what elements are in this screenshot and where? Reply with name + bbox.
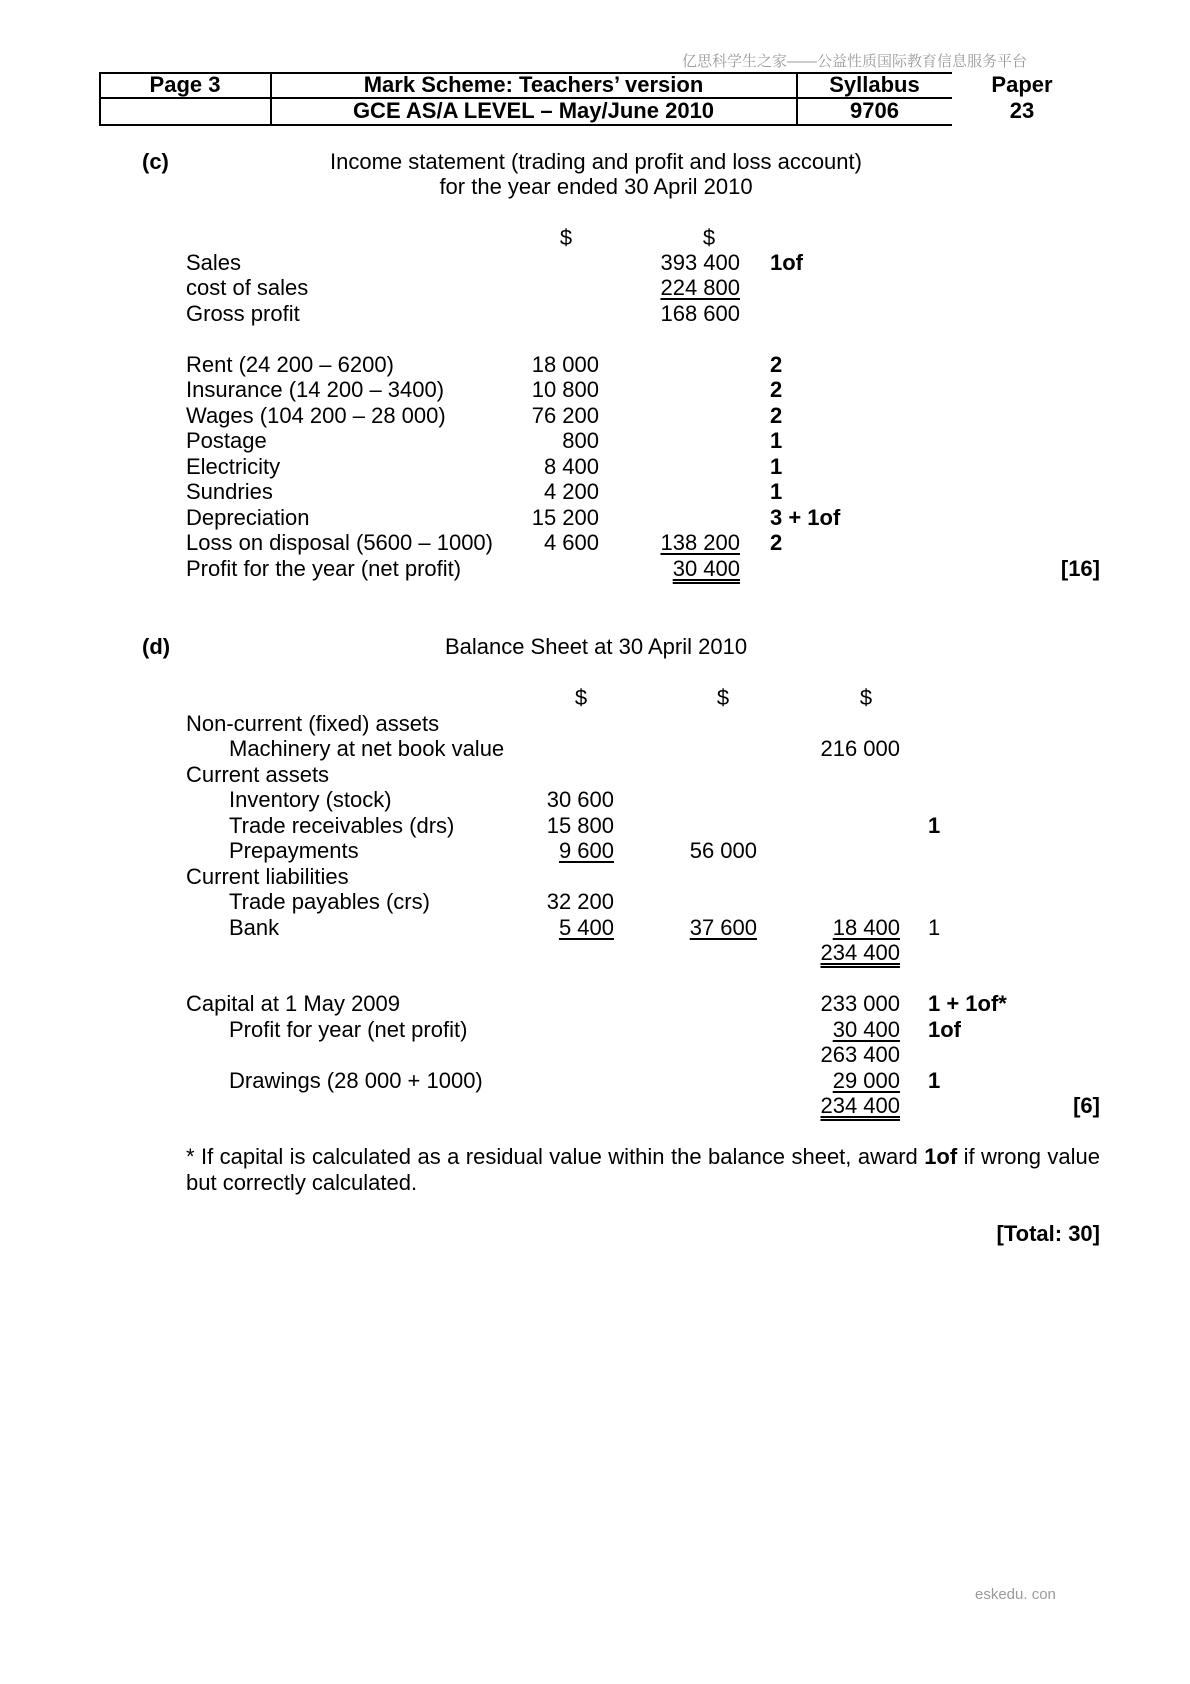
c-col2-header: $ [702,225,716,250]
c-row-b: 30 400 [672,556,740,581]
c-row-mark: 2 [770,352,783,377]
d-row-b: 56 000 [689,838,757,863]
c-row-mark: 1 [770,454,783,479]
footnote-text-bold: 1of [924,1144,958,1169]
c-row-mark: 1of [770,250,803,275]
d-row-a: 9 600 [558,838,614,863]
d-total: [6] [1073,1093,1100,1118]
income-statement-title: Income statement (trading and profit and loss account) [330,149,862,174]
capital-footnote [186,1144,1100,1196]
d-row-mark: 1 [928,915,941,940]
c-row-label: Insurance (14 200 – 3400) [186,377,445,402]
c-row-label: Postage [186,428,267,453]
header-syllabus-label: Syllabus [829,72,920,97]
d-row-label: Current liabilities [186,864,349,889]
header-syllabus: 9706 [850,98,899,123]
d-row-label: Trade payables (crs) [229,889,430,914]
d-row-a: 15 800 [546,813,614,838]
footnote-text-pre: * If capital is calculated as a residual value within the balance sheet, award [186,1144,925,1169]
c-row-b: 224 800 [660,275,740,300]
d-row-c: 234 400 [820,940,900,965]
c-col1-header: $ [559,225,573,250]
c-row-label: Gross profit [186,301,300,326]
d-row-label: Inventory (stock) [229,787,392,812]
d-row-b: 37 600 [689,915,757,940]
c-row-a: 18 000 [531,352,599,377]
d-row-label: Prepayments [229,838,359,863]
d-row-c: 30 400 [832,1017,900,1042]
d-row-label: Trade receivables (drs) [229,813,455,838]
c-row-a: 15 200 [531,505,599,530]
c-row-label: Sales [186,250,242,275]
header-page: Page 3 [149,72,221,97]
c-row-label: Sundries [186,479,273,504]
d-row-c: 216 000 [820,736,900,761]
grand-total: [Total: 30] [996,1221,1100,1246]
d-row-label: Current assets [186,762,330,787]
watermark-bottom: eskedu. con [975,1586,1056,1603]
d-row-label: Bank [229,915,280,940]
c-row-label: cost of sales [186,275,309,300]
d-col2-header: $ [716,685,730,710]
header-paper-label: Paper [991,72,1053,97]
d-row-mark: 1 + 1of* [928,991,1007,1016]
d-row-label: Non-current (fixed) assets [186,711,440,736]
c-row-mark: 2 [770,377,783,402]
d-col1-header: $ [574,685,588,710]
c-row-a: 76 200 [531,403,599,428]
d-row-a: 32 200 [546,889,614,914]
header-exam: GCE AS/A LEVEL – May/June 2010 [352,98,715,123]
c-row-a: 10 800 [531,377,599,402]
c-row-b: 393 400 [660,250,740,275]
c-row-label: Depreciation [186,505,310,530]
d-row-a: 5 400 [558,915,614,940]
d-row-c: 18 400 [832,915,900,940]
c-row-label: Rent (24 200 – 6200) [186,352,394,377]
income-statement-subtitle: for the year ended 30 April 2010 [439,174,753,199]
header-paper: 23 [1009,98,1035,123]
d-row-c: 29 000 [832,1068,900,1093]
d-col3-header: $ [859,685,873,710]
d-row-label: Machinery at net book value [229,736,505,761]
d-row-mark: 1 [928,813,941,838]
c-row-label: Loss on disposal (5600 – 1000) [186,530,493,555]
c-total: [16] [1060,556,1100,581]
c-row-label: Profit for the year (net profit) [186,556,462,581]
d-row-c: 263 400 [820,1042,900,1067]
d-row-c: 233 000 [820,991,900,1016]
c-row-label: Electricity [186,454,281,479]
d-row-label: Profit for year (net profit) [229,1017,468,1042]
footnote-text-post: if wrong value but correctly calculated. [186,1144,1100,1195]
watermark-top: 亿思科学生之家——公益性质国际教育信息服务平台 [682,53,1028,70]
d-row-label: Drawings (28 000 + 1000) [229,1068,483,1093]
c-row-b: 168 600 [660,301,740,326]
part-c-label: (c) [142,149,169,174]
balance-sheet-title: Balance Sheet at 30 April 2010 [444,634,748,659]
c-row-a: 4 200 [543,479,599,504]
d-row-mark: 1 [928,1068,941,1093]
c-row-mark: 3 + 1of [770,505,841,530]
c-row-mark: 2 [770,530,783,555]
c-row-a: 8 400 [543,454,599,479]
part-d-label: (d) [142,634,171,659]
c-row-label: Wages (104 200 – 28 000) [186,403,446,428]
c-row-mark: 2 [770,403,783,428]
d-row-c: 234 400 [820,1093,900,1118]
d-row-label: Capital at 1 May 2009 [186,991,401,1016]
d-row-mark: 1of [928,1017,961,1042]
c-row-a: 800 [562,428,599,453]
c-row-a: 4 600 [543,530,599,555]
c-row-b: 138 200 [660,530,740,555]
c-row-mark: 1 [770,428,783,453]
c-row-mark: 1 [770,479,783,504]
header-title: Mark Scheme: Teachers’ version [363,72,704,97]
d-row-a: 30 600 [546,787,614,812]
